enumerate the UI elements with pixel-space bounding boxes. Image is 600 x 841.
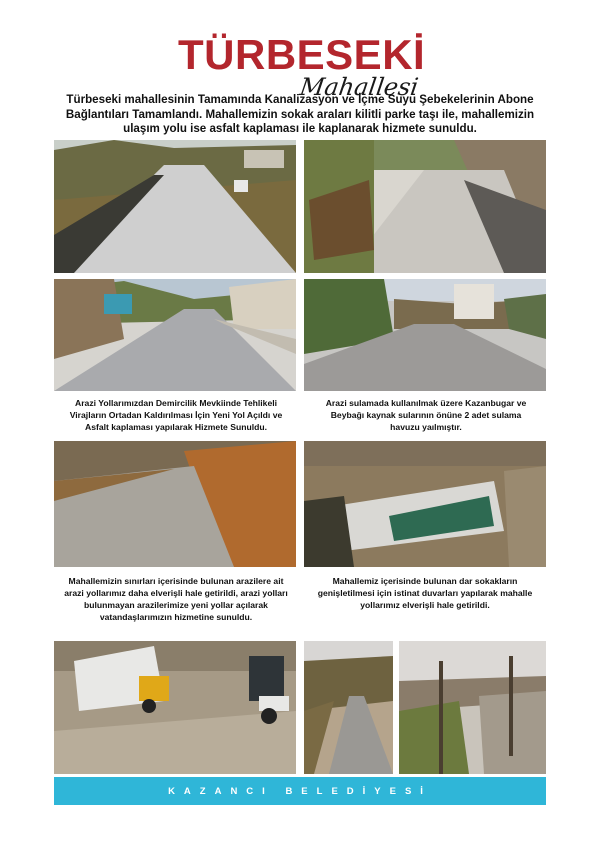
photo-gravel-field-road: [54, 441, 296, 567]
footer-municipality-name: KAZANCI BELEDİYESİ: [168, 785, 432, 797]
photo-village-asphalt-road: [304, 279, 546, 391]
footer-bar: [54, 777, 546, 805]
photo-stone-retaining-wall: [399, 641, 546, 774]
caption-retaining-walls: Mahallemiz içerisinde bulunan dar sokakların genişletilmesi için istinat duvarları yapılarak mahalle yollarımız elverişli hale getirildi.: [317, 576, 533, 610]
caption-field-roads: Mahallemizin sınırları içerisinde bulunan arazilere ait arazi yollarımız daha elverişli hale getirildi, arazi yolları bulunmayan arazilerimize yeni yollar açılarak vatandaşlarımızın hizmetine sunuldu.: [64, 576, 288, 622]
page-title: TÜRBESEKİ: [178, 31, 426, 78]
intro-text: Türbeseki mahallesinin Tamamında Kanalizasyon ve İçme Suyu Şebekelerinin Abone Bağlantıları Tamamlandı. Mahallemizin sokak araları kilitli parke taşı ile, mahallemizin ulaşım yolu ise asfalt kaplaması ile kaplanarak hizmete sunuldu.: [65, 93, 535, 135]
photo-irrigation-pool: [304, 441, 546, 567]
caption-new-road: Arazi Yollarımızdan Demircilik Mevkiinde Tehlikeli Virajların Ortadan Kaldırılması İçin Yeni Yol Açıldı ve Asfalt kaplaması yapılarak Hizmete Sunuldu.: [69, 398, 283, 432]
photo-paving-stone-street: [304, 140, 546, 273]
caption-irrigation-pools: Arazi sulamada kullanılmak üzere Kazanbugar ve Beybağı kaynak sularının önüne 2 adet sulama havuzu yaılmıştır.: [325, 398, 527, 432]
page-subtitle: Mahallesi: [298, 73, 421, 101]
photo-asphalt-road-curve: [54, 140, 296, 273]
photo-truck-earthworks: [54, 641, 296, 774]
photo-new-asphalt-road: [54, 279, 296, 391]
photo-narrow-village-lane: [304, 641, 393, 774]
